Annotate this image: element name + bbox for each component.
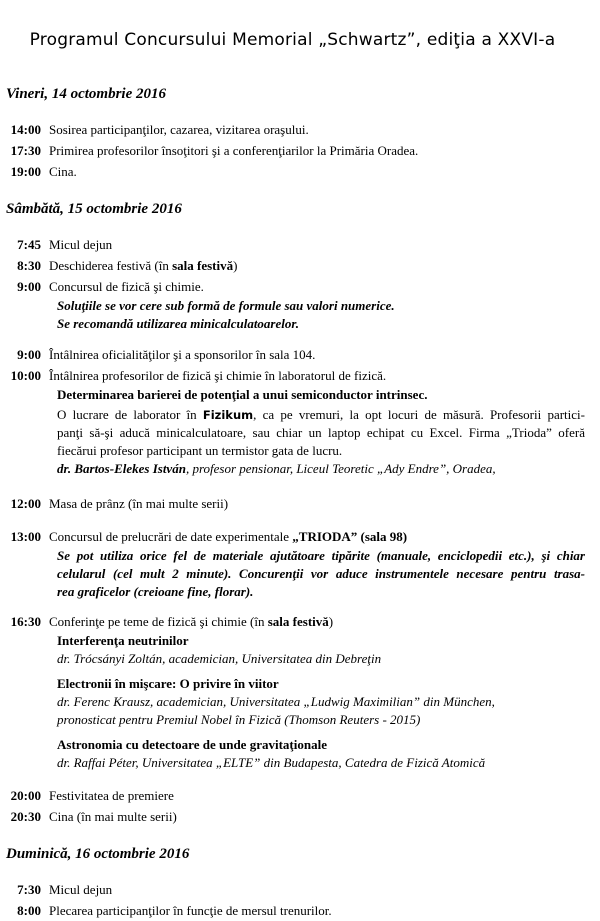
- text-run: fiecărui profesor participant un termistor gata de lucru.: [57, 443, 343, 458]
- text-run: Concursul de prelucrări de date experimentale: [49, 529, 293, 544]
- text-run: Cina (în mai multe serii): [49, 809, 177, 824]
- text-run: celularul (cel mult 2 minute). Concurenţii vor aduce instrumentele necesare pentru trasa-: [57, 566, 585, 581]
- time-label: 16:30: [10, 614, 41, 629]
- event-text: [41, 140, 585, 161]
- paragraph-line: [57, 424, 585, 442]
- time-label: 8:00: [17, 903, 41, 918]
- text-run: pronosticat pentru Premiul Nobel în Fizică (Thomson Reuters - 2015): [57, 712, 421, 727]
- event-text: [41, 255, 585, 276]
- text-run: Cina.: [49, 164, 77, 179]
- paragraph-line: [57, 406, 585, 424]
- text-run: rea graficelor (creioane fine, florar).: [57, 584, 254, 599]
- text-run: Întâlnirea oficialităţilor şi a sponsorilor în sala 104.: [49, 347, 316, 362]
- schedule-row: [0, 140, 585, 161]
- event-text: [41, 806, 585, 827]
- event-text: [41, 900, 585, 921]
- time-label: 20:00: [10, 788, 41, 803]
- event-text: [41, 276, 585, 297]
- text-run: Micul dejun: [49, 237, 113, 252]
- time-label: 7:45: [17, 237, 41, 252]
- day-header: Duminică, 16 octombrie 2016: [6, 846, 190, 862]
- note-line: [57, 547, 585, 565]
- schedule-row: [0, 493, 585, 514]
- note-line: [57, 297, 585, 315]
- text-run: „TRIODA” (sala 98): [292, 529, 408, 544]
- note-line: [57, 315, 585, 333]
- event-text: [41, 365, 585, 386]
- text-run: Interferenţa neutrinilor: [57, 633, 189, 648]
- day-section: [0, 827, 585, 921]
- time-label: 9:00: [17, 347, 41, 362]
- text-run: Întâlnirea profesorilor de fizică şi chimie în laboratorul de fizică.: [49, 368, 387, 383]
- text-run: Festivitatea de premiere: [49, 788, 174, 803]
- text-run: Fizikum: [202, 408, 254, 422]
- text-run: sala festivă: [172, 258, 234, 273]
- paragraph-line: [57, 442, 585, 460]
- text-run: Masa de prânz (în mai multe serii): [49, 496, 229, 511]
- text-run: Deschiderea festivă (în: [49, 258, 173, 273]
- schedule-row: [0, 806, 585, 827]
- text-run: , ca pe vremuri, la opt locuri de măsură. Profesorii partici-: [253, 407, 585, 422]
- lab-title: [57, 386, 585, 404]
- time-label: 14:00: [10, 122, 41, 137]
- text-run: Astronomia cu detectoare de unde gravitaţionale: [57, 737, 327, 752]
- text-run: panţi să-şi aducă minicalculatoare, sau chiar un laptop echipat cu Excel. Firma „Trioda” oferă: [57, 425, 585, 440]
- event-text: [41, 344, 585, 365]
- schedule-row: [0, 276, 585, 297]
- text-run: ): [328, 614, 334, 629]
- text-run: dr. Raffai Péter, Universitatea „ELTE” din Budapesta, Catedra de Fizică Atomică: [57, 755, 486, 770]
- time-label: 19:00: [10, 164, 41, 179]
- time-label: 7:30: [17, 882, 41, 897]
- event-text: [41, 161, 585, 182]
- time-label: 9:00: [17, 279, 41, 294]
- schedule-row: [0, 119, 585, 140]
- lecture-title: [57, 736, 585, 754]
- schedule-row: [0, 526, 585, 547]
- speaker-line: [57, 650, 585, 668]
- event-text: [41, 879, 585, 900]
- event-text: [41, 611, 585, 632]
- schedule-row: [0, 611, 585, 632]
- schedule-row: [0, 785, 585, 806]
- schedule: [0, 50, 585, 921]
- text-run: Se recomandă utilizarea minicalculatoarelor.: [57, 316, 299, 331]
- text-run: dr. Bartos-Elekes István: [57, 461, 186, 476]
- text-run: Concursul de fizică şi chimie.: [49, 279, 204, 294]
- text-run: O lucrare de laborator în: [57, 407, 203, 422]
- text-run: Sosirea participanţilor, cazarea, vizitarea oraşului.: [49, 122, 309, 137]
- time-label: 13:00: [10, 529, 41, 544]
- schedule-row: [0, 879, 585, 900]
- text-run: ): [233, 258, 238, 273]
- day-header: Vineri, 14 octombrie 2016: [6, 86, 167, 102]
- text-run: sala festivă: [267, 614, 329, 629]
- schedule-row: [0, 234, 585, 255]
- time-label: 17:30: [10, 143, 41, 158]
- text-run: Soluţiile se vor cere sub formă de formule sau valori numerice.: [57, 298, 395, 313]
- text-run: dr. Trócsányi Zoltán, academician, Universitatea din Debreţin: [57, 651, 382, 666]
- text-run: Micul dejun: [49, 882, 113, 897]
- lecture-title: [57, 675, 585, 693]
- text-run: Plecarea participanţilor în funcţie de mersul trenurilor.: [49, 903, 332, 918]
- text-run: , profesor pensionar, Liceul Teoretic „Ady Endre”, Oradea,: [185, 461, 496, 476]
- speaker-line: [57, 693, 585, 711]
- event-text: [41, 493, 585, 514]
- lecture-title: [57, 632, 585, 650]
- text-run: Se pot utiliza orice fel de materiale ajutătoare tipărite (manuale, enciclopedii etc.), şi chiar: [57, 548, 585, 563]
- text-run: dr. Ferenc Krausz, academician, Universitatea „Ludwig Maximilian” din München,: [57, 694, 495, 709]
- schedule-row: [0, 255, 585, 276]
- note-line: [57, 583, 585, 601]
- note-line: [57, 565, 585, 583]
- day-header: Sâmbătă, 15 octombrie 2016: [6, 201, 182, 217]
- time-label: 12:00: [10, 496, 41, 511]
- day-section: [0, 50, 585, 182]
- day-section: [0, 182, 585, 827]
- time-label: 8:30: [17, 258, 41, 273]
- time-label: 20:30: [10, 809, 41, 824]
- text-run: Conferinţe pe teme de fizică şi chimie (în: [49, 614, 268, 629]
- schedule-row: [0, 344, 585, 365]
- event-text: [41, 785, 585, 806]
- speaker-line: [57, 711, 585, 729]
- page-title: Programul Concursului Memorial „Schwartz”, ediţia a XXVI-a: [29, 30, 556, 50]
- speaker-line: [57, 754, 585, 772]
- schedule-row: [0, 900, 585, 921]
- event-text: [41, 526, 585, 547]
- speaker-line: [57, 460, 585, 478]
- schedule-row: [0, 161, 585, 182]
- text-run: Determinarea barierei de potenţial a unui semiconductor intrinsec.: [57, 387, 428, 402]
- event-text: [41, 119, 585, 140]
- text-run: Electronii în mişcare: O privire în viitor: [57, 676, 279, 691]
- schedule-row: [0, 365, 585, 386]
- text-run: Primirea profesorilor însoţitori şi a conferenţiarilor la Primăria Oradea.: [49, 143, 419, 158]
- event-text: [41, 234, 585, 255]
- time-label: 10:00: [10, 368, 41, 383]
